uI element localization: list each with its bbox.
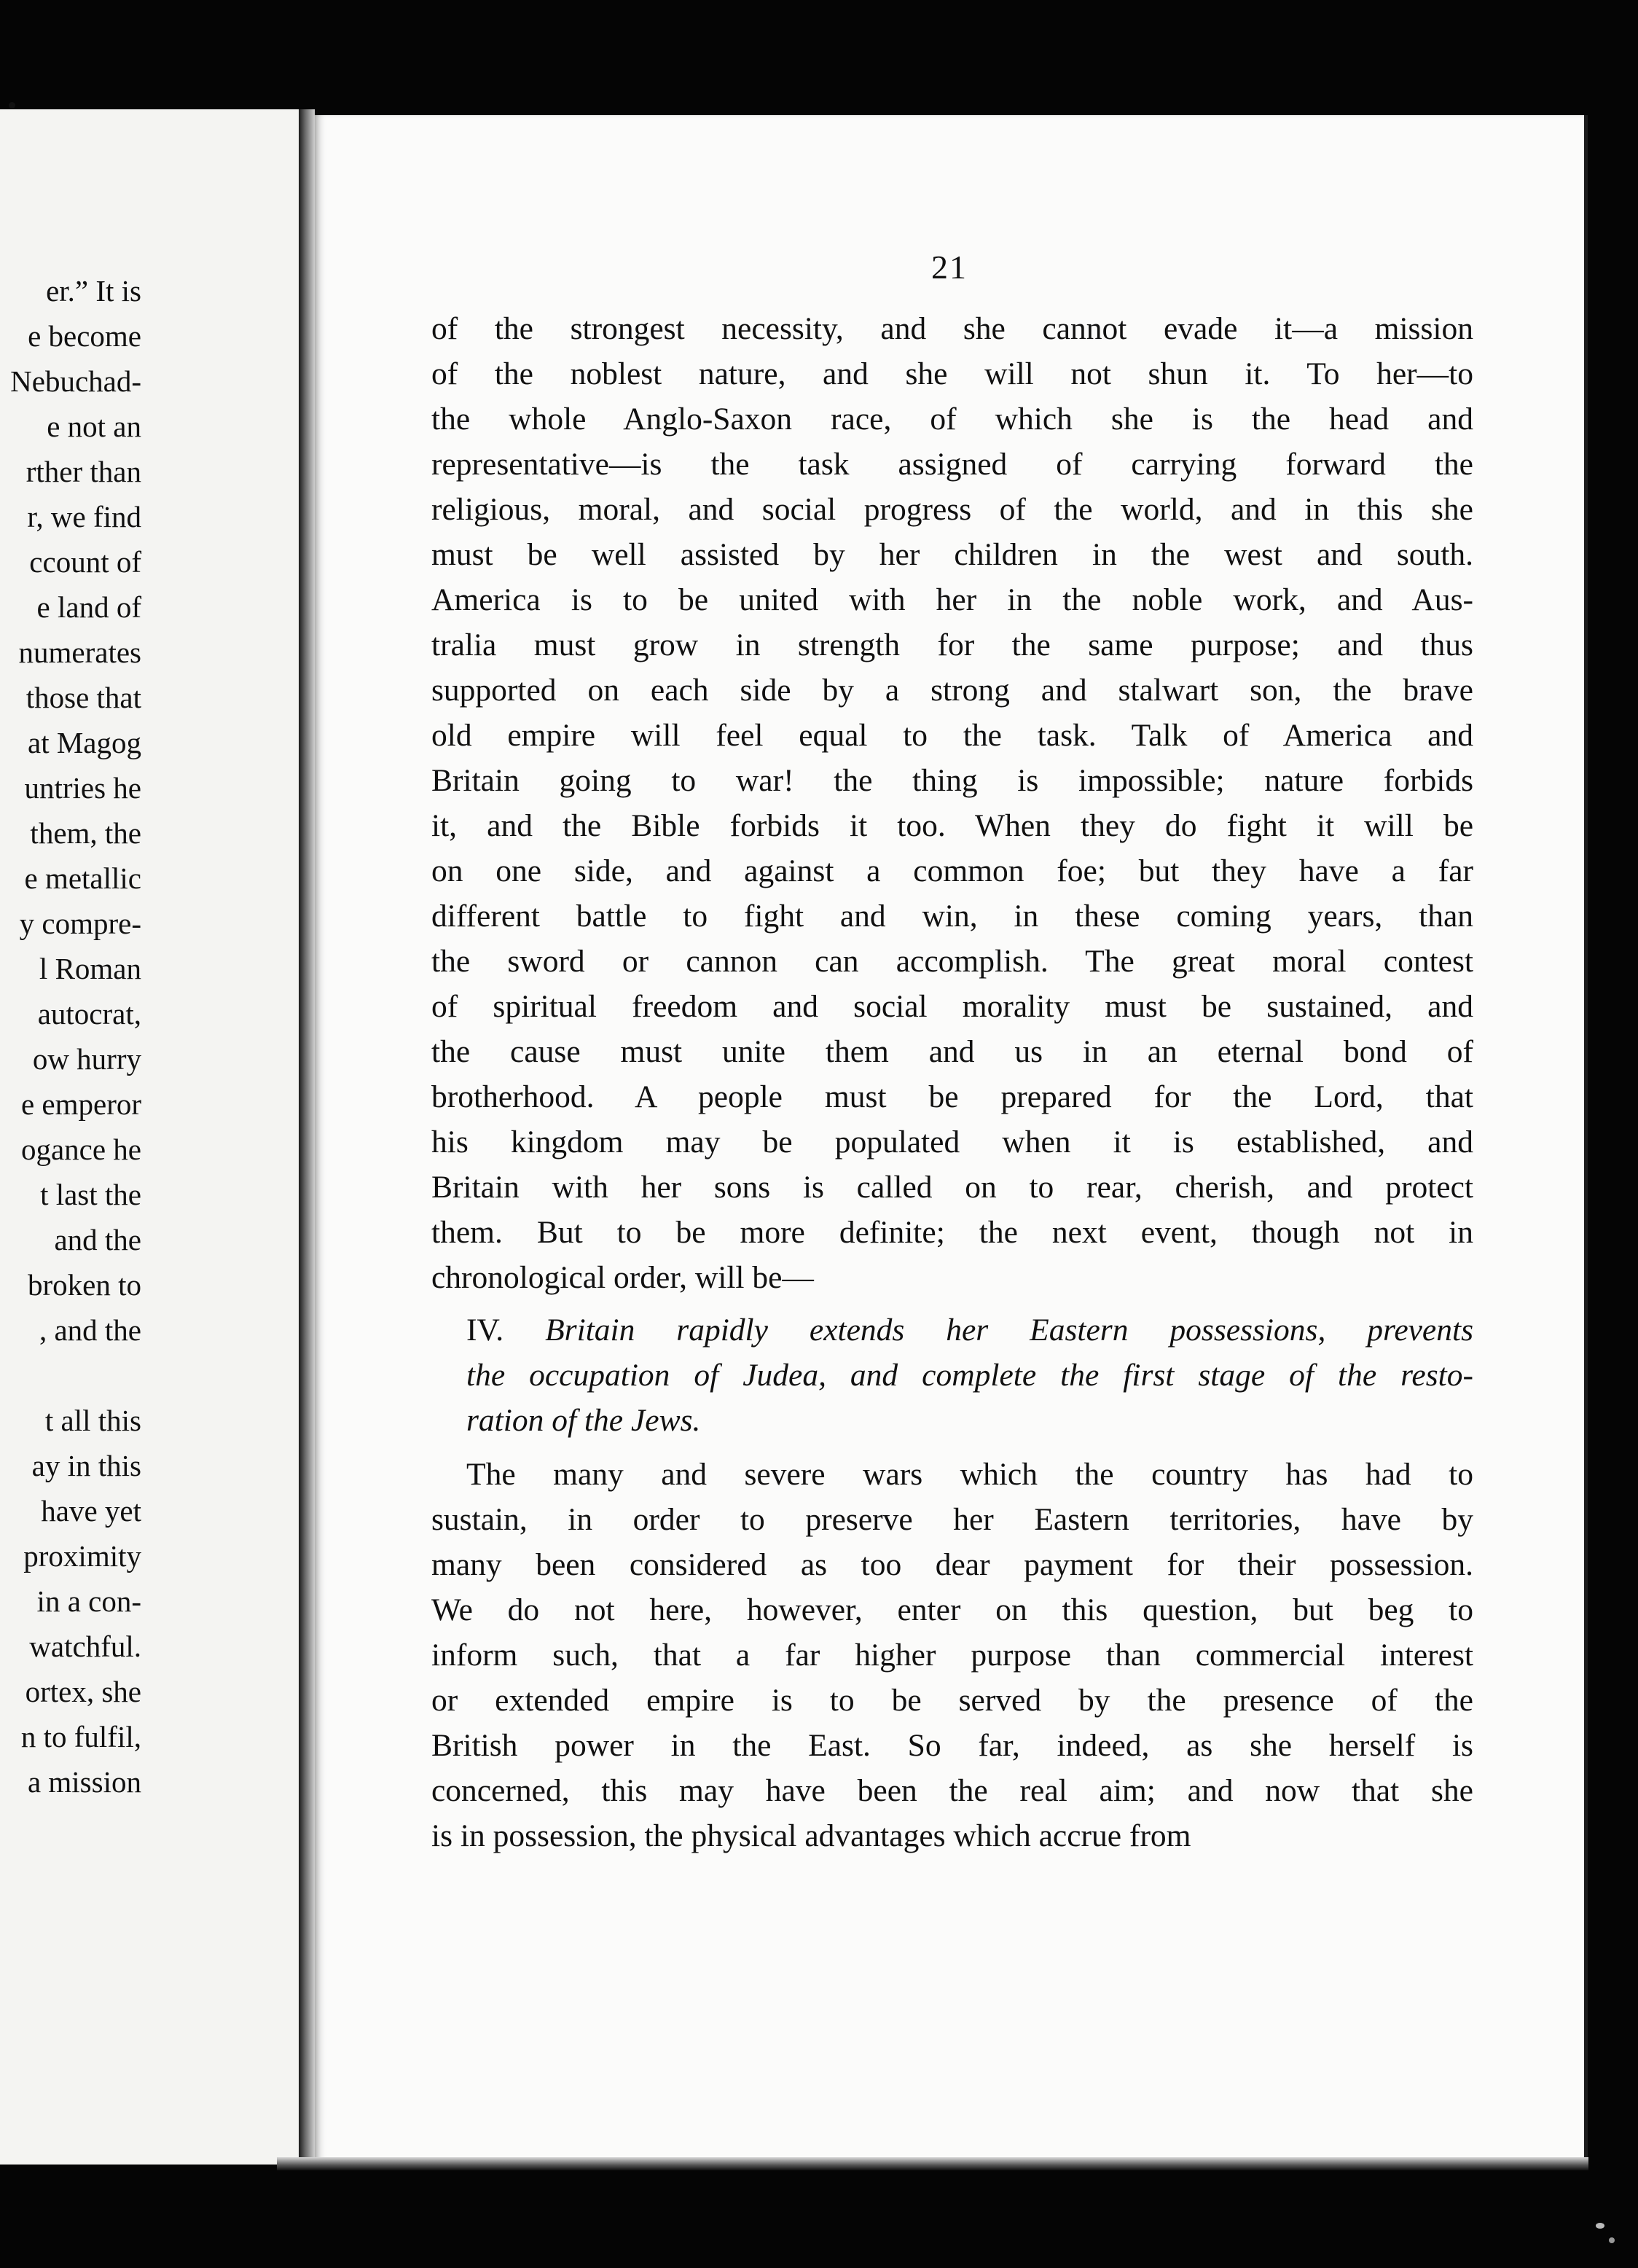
left-page-line: them, the xyxy=(30,816,141,850)
left-page-line: e land of xyxy=(36,590,141,624)
left-page-line: ogance he xyxy=(20,1133,141,1166)
text-line: the sword or cannon can accomplish. The great moral contest xyxy=(431,944,1473,979)
left-page-line: y compre- xyxy=(19,907,141,940)
left-page-line: ortex, she xyxy=(25,1675,141,1708)
left-page-line: watchful. xyxy=(29,1630,141,1663)
paragraph-eastern-possessions xyxy=(431,1452,1473,1858)
page-number: 21 xyxy=(931,249,968,286)
left-page-line: e not an xyxy=(47,410,141,443)
left-page-line: r, we find xyxy=(27,500,141,533)
left-page-line: n to fulfil, xyxy=(20,1720,141,1753)
left-page-line: numerates xyxy=(18,636,141,669)
text-line: concerned, this may have been the real aim; and now that she xyxy=(431,1773,1473,1808)
text-line: British power in the East. So far, indeed, as she herself is xyxy=(431,1728,1473,1763)
heading-number: IV. xyxy=(466,1313,504,1348)
left-page-text-lines xyxy=(0,268,141,1804)
text-line: or extended empire is to be served by the presence of the xyxy=(431,1683,1473,1718)
text-line: of the strongest necessity, and she cannot evade it—a mission xyxy=(431,311,1473,346)
left-facing-page xyxy=(0,109,303,2165)
text-line: inform such, that a far higher purpose than commercial interest xyxy=(431,1638,1473,1673)
text-line: the whole Anglo-Saxon race, of which she is the head and xyxy=(431,402,1473,437)
text-line: on one side, and against a common foe; but they have a far xyxy=(431,853,1473,888)
text-line: the cause must unite them and us in an eternal bond of xyxy=(431,1034,1473,1069)
text-line: religious, moral, and social progress of the world, and in this she xyxy=(431,492,1473,527)
text-line: We do not here, however, enter on this question, but beg to xyxy=(431,1592,1473,1627)
text-line: Britain with her sons is called on to rear, cherish, and protect xyxy=(431,1170,1473,1205)
scan-speck xyxy=(9,102,15,109)
left-page-line: autocrat, xyxy=(37,997,141,1031)
text-line: the occupation of Judea, and complete the first stage of the resto- xyxy=(466,1358,1473,1393)
left-page-line: proximity xyxy=(23,1539,141,1573)
page-bottom-edge xyxy=(277,2157,1588,2170)
left-page-line xyxy=(0,1353,141,1398)
book-gutter xyxy=(299,109,315,2165)
right-page xyxy=(315,115,1588,2170)
page-body-text xyxy=(431,306,1473,1858)
left-page-line: those that xyxy=(26,681,141,714)
left-page-line: e metallic xyxy=(24,861,141,895)
text-line: of spiritual freedom and social morality must be sustained, and xyxy=(431,989,1473,1024)
text-line: sustain, in order to preserve her Eastern territories, have by xyxy=(431,1502,1473,1537)
text-line: different battle to fight and win, in these coming years, than xyxy=(431,899,1473,934)
text-line: America is to be united with her in the noble work, and Aus- xyxy=(431,582,1473,617)
text-line: chronological order, will be— xyxy=(431,1260,814,1295)
left-page-line: in a con- xyxy=(36,1584,141,1618)
text-line: of the noblest nature, and she will not shun it. To her—to xyxy=(431,356,1473,391)
text-line: old empire will feel equal to the task. Talk of America and xyxy=(431,718,1473,753)
left-page-line: ccount of xyxy=(29,545,141,579)
left-page-line: untries he xyxy=(24,771,141,805)
text-line: supported on each side by a strong and stalwart son, the brave xyxy=(431,673,1473,708)
left-page-line: ay in this xyxy=(31,1449,141,1482)
text-line: Britain going to war! the thing is impossible; nature forbids xyxy=(431,763,1473,798)
section-heading-iv xyxy=(431,1307,1473,1443)
left-page-line: t last the xyxy=(40,1178,141,1211)
text-line: must be well assisted by her children in the west and south. xyxy=(431,537,1473,572)
text-line: ration of the Jews. xyxy=(466,1403,701,1438)
text-line: representative—is the task assigned of carrying forward the xyxy=(431,447,1473,482)
text-line: it, and the Bible forbids it too. When they do fight it will be xyxy=(431,808,1473,843)
left-page-line: rther than xyxy=(26,455,141,488)
text-line: brotherhood. A people must be prepared for the Lord, that xyxy=(431,1079,1473,1114)
left-page-line: ow hurry xyxy=(32,1042,141,1076)
left-page-line: e emperor xyxy=(20,1087,141,1121)
left-page-line: , and the xyxy=(39,1313,141,1347)
left-page-line: t all this xyxy=(44,1404,141,1437)
left-page-line: er.” It is xyxy=(46,274,141,308)
text-line: many been considered as too dear payment for their possession. xyxy=(431,1547,1473,1582)
heading-text: Britain rapidly extends her Eastern possessions, prevents xyxy=(545,1313,1473,1348)
left-page-line: and the xyxy=(54,1223,141,1256)
text-line: tralia must grow in strength for the same purpose; and thus xyxy=(431,627,1473,662)
left-page-line: have yet xyxy=(41,1494,141,1528)
left-page-line: e become xyxy=(28,319,141,353)
scan-speck xyxy=(1609,2237,1615,2243)
text-line xyxy=(466,1307,1473,1353)
left-page-line: at Magog xyxy=(28,726,141,759)
text-line: them. But to be more definite; the next event, though not in xyxy=(431,1215,1473,1250)
scan-speck xyxy=(1596,2223,1604,2229)
left-page-line: l Roman xyxy=(39,952,141,985)
paragraph-main xyxy=(431,306,1473,1300)
left-page-line: a mission xyxy=(27,1765,141,1799)
text-line: is in possession, the physical advantages which accrue from xyxy=(431,1818,1191,1853)
left-page-line: Nebuchad- xyxy=(10,364,141,398)
text-line: his kingdom may be populated when it is established, and xyxy=(431,1125,1473,1160)
text-line: The many and severe wars which the country has had to xyxy=(466,1457,1473,1492)
left-page-line: broken to xyxy=(28,1268,141,1302)
